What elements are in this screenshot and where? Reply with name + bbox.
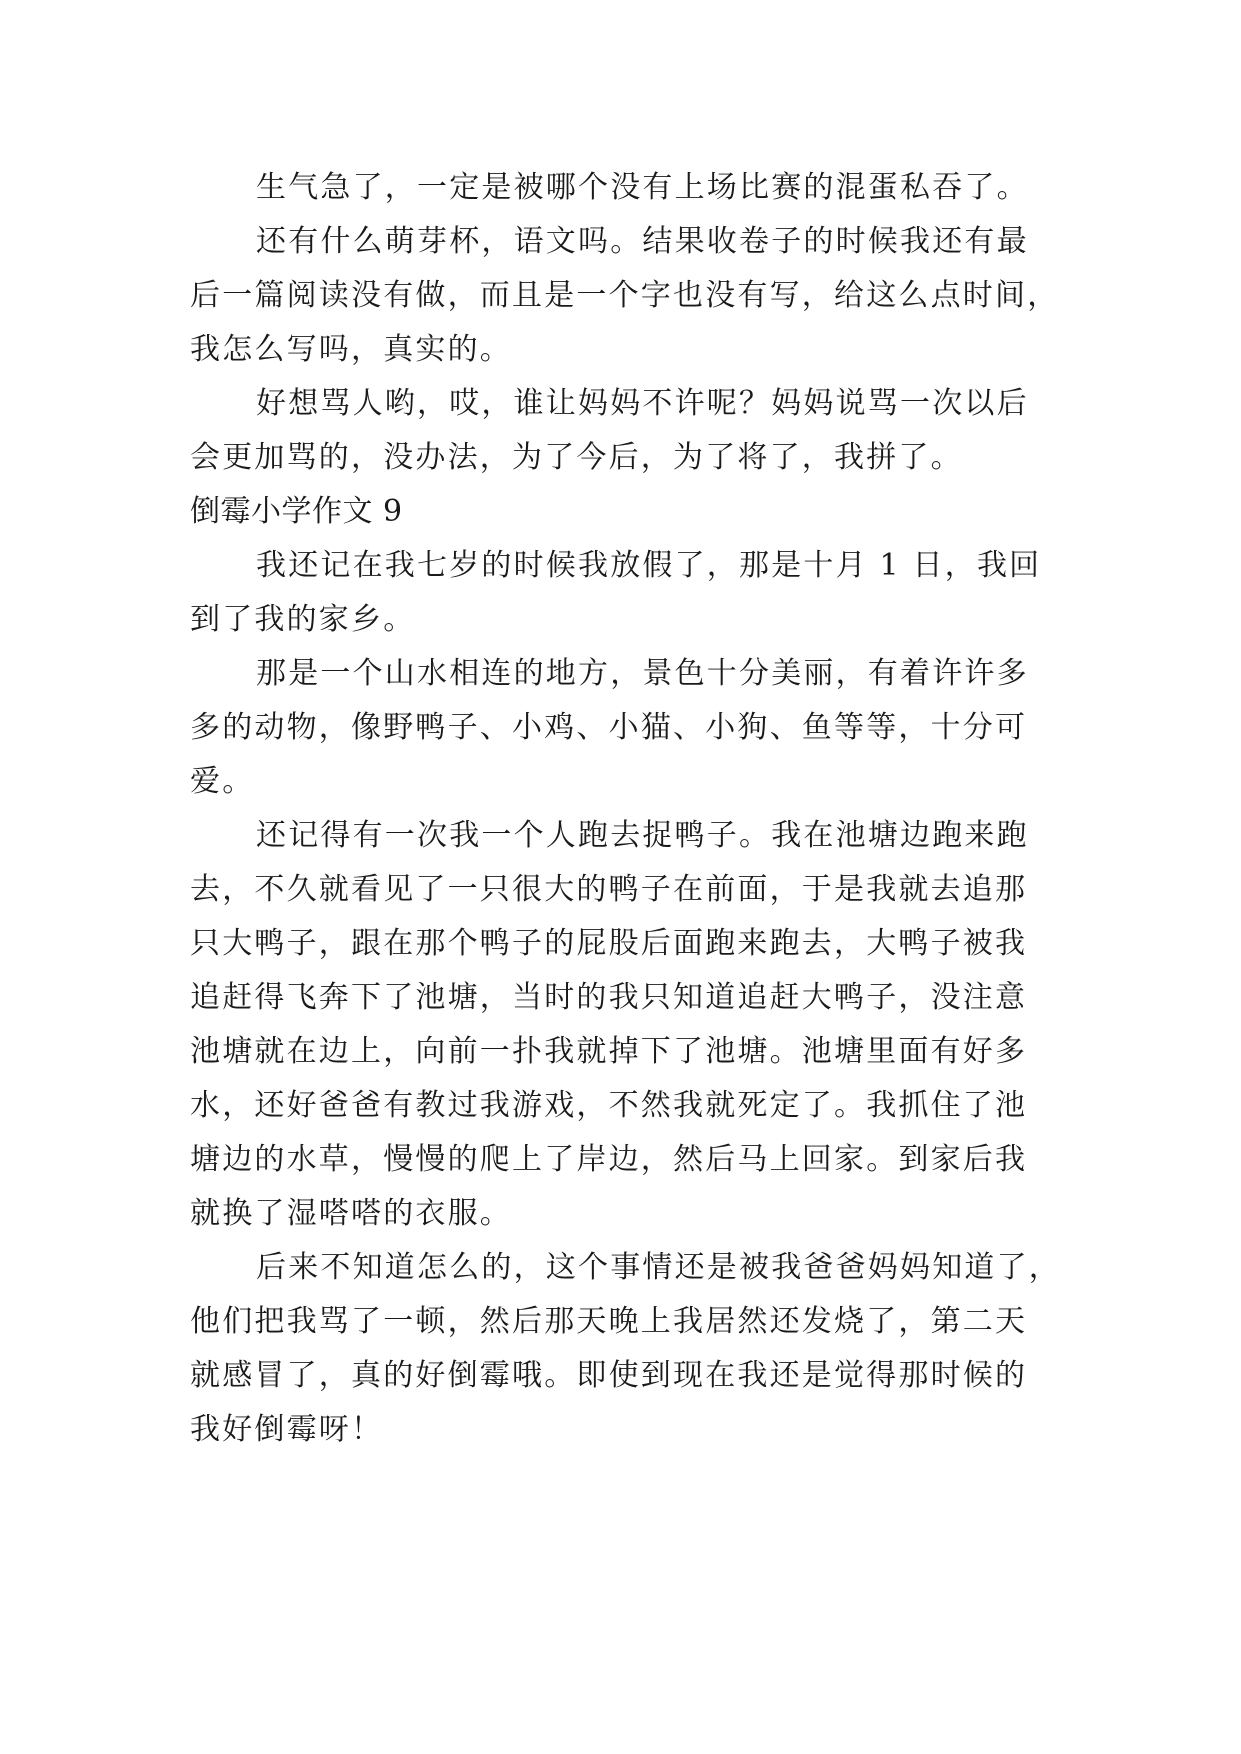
text-line: 追赶得飞奔下了池塘，当时的我只知道追赶大鸭子，没注意 (190, 980, 1028, 1015)
text-line: 塘边的水草，慢慢的爬上了岸边，然后马上回家。到家后我 (190, 1142, 1028, 1177)
text-line: 他们把我骂了一顿，然后那天晚上我居然还发烧了，第二天 (190, 1304, 1028, 1339)
paragraph-start-line: 还有什么萌芽杯，语文吗。结果收卷子的时候我还有最 (256, 224, 1029, 259)
paragraph-start-line: 后来不知道怎么的，这个事情还是被我爸爸妈妈知道了， (256, 1250, 1061, 1285)
text-line: 后一篇阅读没有做，而且是一个字也没有写，给这么点时间， (190, 278, 1060, 313)
text-line: 多的动物，像野鸭子、小鸡、小猫、小狗、鱼等等，十分可 (190, 710, 1028, 745)
text-line: 会更加骂的，没办法，为了今后，为了将了，我拼了。 (190, 440, 963, 475)
text-line: 只大鸭子，跟在那个鸭子的屁股后面跑来跑去，大鸭子被我 (190, 926, 1028, 961)
paragraph-start-line: 好想骂人哟，哎，谁让妈妈不许呢？妈妈说骂一次以后 (256, 386, 1029, 421)
paragraph-start-line: 那是一个山水相连的地方，景色十分美丽，有着许许多 (256, 656, 1029, 691)
text-line: 我怎么写吗，真实的。 (190, 332, 512, 367)
paragraph-start-line: 我还记在我七岁的时候我放假了，那是十月 1 日，我回 (256, 548, 1042, 583)
text-line: 水，还好爸爸有教过我游戏，不然我就死定了。我抓住了池 (190, 1088, 1028, 1123)
text-line: 爱。 (190, 764, 255, 799)
text-line: 生气急了，一定是被哪个没有上场比赛的混蛋私吞了。 (256, 170, 1029, 205)
text-line: 到了我的家乡。 (190, 602, 416, 637)
text-line: 就换了湿嗒嗒的衣服。 (190, 1196, 512, 1231)
text-line: 就感冒了，真的好倒霉哦。即使到现在我还是觉得那时候的 (190, 1358, 1028, 1393)
text-line: 我好倒霉呀！ (190, 1412, 384, 1447)
text-line: 池塘就在边上，向前一扑我就掉下了池塘。池塘里面有好多 (190, 1034, 1028, 1069)
text-line: 去，不久就看见了一只很大的鸭子在前面，于是我就去追那 (190, 872, 1028, 907)
section-heading: 倒霉小学作文 9 (190, 494, 403, 529)
paragraph-start-line: 还记得有一次我一个人跑去捉鸭子。我在池塘边跑来跑 (256, 818, 1029, 853)
